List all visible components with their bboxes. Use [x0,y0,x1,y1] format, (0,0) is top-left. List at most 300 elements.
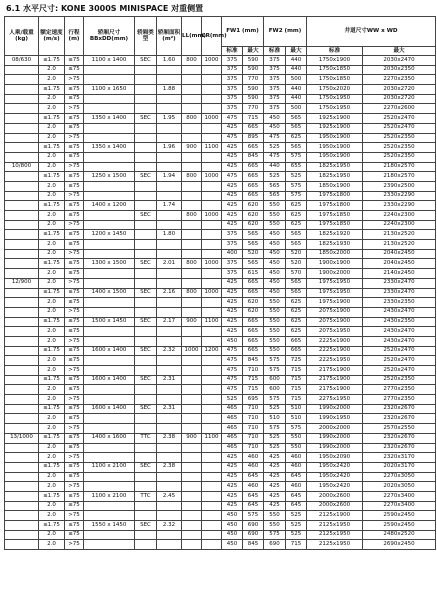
cell-lr [202,366,222,376]
table-row [5,317,436,327]
cell-fw2-std: 425 [264,501,286,511]
cell-lr [202,375,222,385]
table-row [5,278,436,288]
cell-shaft-std: 2175x1900 [307,375,363,385]
cell-fw1-max: 665 [243,288,264,298]
cell-travel: ≤75 [65,530,84,540]
cell-fw1-std: 375 [222,56,243,66]
cell-fw2-max: 625 [286,327,307,337]
cell-shaft-max: 2520x2350 [363,152,436,162]
cell-fw2-max: 565 [286,143,307,153]
cell-car-area [157,453,182,463]
cell-speed: ≤1.75 [39,56,65,66]
cell-lr [202,443,222,453]
cell-car-size: 1600 x 1400 [84,346,135,356]
cell-travel: ≤75 [65,443,84,453]
cell-car-area [157,366,182,376]
cell-fw1-std: 375 [222,75,243,85]
cell-fw1-std: 425 [222,327,243,337]
cell-fw1-std: 375 [222,269,243,279]
cell-shaft-std: 1825x1950 [307,162,363,172]
cell-fw1-std: 450 [222,530,243,540]
cell-fw1-max: 645 [243,472,264,482]
cell-fw1-std: 425 [222,317,243,327]
spec-table [4,16,436,550]
cell-travel: ≤75 [65,65,84,75]
cell-car-type [135,65,157,75]
cell-fw1-max: 845 [243,540,264,550]
cell-ll [182,424,202,434]
cell-car-type: SEC [135,259,157,269]
cell-car-size [84,133,135,143]
cell-car-area: 2.31 [157,375,182,385]
cell-car-size: 1550 x 1450 [84,521,135,531]
cell-fw2-max: 575 [286,181,307,191]
cell-shaft-max: 2130x2520 [363,240,436,250]
cell-fw2-std: 600 [264,375,286,385]
cell-fw1-std: 465 [222,443,243,453]
cell-car-type: SEC [135,317,157,327]
cell-speed: 2.0 [39,307,65,317]
cell-fw2-max: 715 [286,366,307,376]
cell-fw2-std: 550 [264,211,286,221]
table-body [5,56,436,550]
cell-ll [182,75,202,85]
cell-car-type [135,501,157,511]
cell-car-type [135,278,157,288]
cell-fw1-max: 665 [243,346,264,356]
cell-ll [182,220,202,230]
cell-fw1-std: 425 [222,453,243,463]
cell-car-area: 1.60 [157,56,182,66]
cell-car-area [157,269,182,279]
cell-shaft-max: 2520x2470 [363,366,436,376]
cell-shaft-std: 1975x1900 [307,298,363,308]
cell-fw1-std: 475 [222,172,243,182]
cell-car-area [157,298,182,308]
cell-travel: >75 [65,424,84,434]
cell-lr: 1100 [202,143,222,153]
cell-fw2-std: 475 [264,133,286,143]
table-row [5,336,436,346]
cell-fw1-max: 665 [243,336,264,346]
cell-fw2-max: 500 [286,75,307,85]
cell-speed: ≤1.75 [39,85,65,95]
cell-fw2-max: 460 [286,453,307,463]
cell-load: 12/900 [5,278,39,288]
header-max: 最大 [363,47,436,56]
cell-lr: 1000 [202,288,222,298]
cell-car-size [84,453,135,463]
cell-fw2-max: 575 [286,424,307,434]
cell-shaft-std: 1750x1850 [307,75,363,85]
cell-fw1-std: 475 [222,114,243,124]
cell-fw1-std: 425 [222,162,243,172]
cell-car-area [157,75,182,85]
cell-travel: >75 [65,336,84,346]
cell-fw2-std: 550 [264,521,286,531]
cell-fw2-std: 525 [264,172,286,182]
cell-load [5,201,39,211]
cell-fw1-max: 665 [243,162,264,172]
cell-car-size: 1400 x 1200 [84,201,135,211]
cell-car-type: SEC [135,56,157,66]
cell-shaft-std: 1975x1800 [307,201,363,211]
cell-shaft-std: 2000x2000 [307,424,363,434]
cell-car-type: SEC [135,404,157,414]
cell-fw2-std: 425 [264,472,286,482]
cell-fw2-std: 375 [264,56,286,66]
cell-car-size: 1250 x 1500 [84,172,135,182]
cell-speed: 2.0 [39,152,65,162]
cell-fw2-max: 625 [286,201,307,211]
cell-shaft-std: 2125x1900 [307,511,363,521]
cell-shaft-max: 2320x3170 [363,453,436,463]
cell-car-type [135,511,157,521]
cell-speed: 2.0 [39,94,65,104]
cell-shaft-std: 2000x2600 [307,501,363,511]
cell-speed: 2.0 [39,414,65,424]
cell-fw1-std: 450 [222,540,243,550]
cell-car-size [84,307,135,317]
cell-car-area [157,94,182,104]
cell-fw1-max: 590 [243,56,264,66]
cell-shaft-std: 1975x1800 [307,191,363,201]
cell-lr [202,65,222,75]
cell-shaft-std: 1950x2420 [307,462,363,472]
cell-fw2-std: 375 [264,104,286,114]
cell-fw2-std: 690 [264,540,286,550]
cell-lr [202,453,222,463]
cell-fw1-max: 710 [243,366,264,376]
cell-car-type [135,249,157,259]
cell-lr: 1000 [202,211,222,221]
cell-lr [202,530,222,540]
cell-fw2-std: 575 [264,356,286,366]
cell-travel: >75 [65,540,84,550]
cell-load [5,501,39,511]
cell-fw1-max: 715 [243,385,264,395]
cell-lr [202,307,222,317]
cell-shaft-max: 2520x2350 [363,375,436,385]
cell-lr [202,104,222,114]
table-row [5,230,436,240]
cell-fw1-max: 590 [243,94,264,104]
cell-travel: >75 [65,278,84,288]
cell-load [5,327,39,337]
cell-fw1-std: 475 [222,375,243,385]
cell-fw2-max: 520 [286,259,307,269]
cell-car-area: 2.45 [157,491,182,501]
cell-car-size: 1500 x 1450 [84,317,135,327]
cell-travel: ≤75 [65,472,84,482]
table-row [5,259,436,269]
cell-speed: 2.0 [39,298,65,308]
cell-fw1-max: 715 [243,114,264,124]
cell-shaft-std: 1990x2000 [307,433,363,443]
cell-load [5,491,39,501]
cell-ll: 800 [182,114,202,124]
cell-speed: 2.0 [39,75,65,85]
table-row [5,269,436,279]
cell-fw2-max: 520 [286,249,307,259]
cell-car-type [135,123,157,133]
table-row [5,375,436,385]
cell-speed: 2.0 [39,356,65,366]
table-row [5,424,436,434]
cell-car-type [135,133,157,143]
cell-fw1-std: 375 [222,230,243,240]
cell-shaft-max: 2520x2350 [363,133,436,143]
cell-shaft-max: 2330x2470 [363,288,436,298]
table-row [5,133,436,143]
cell-car-size: 1100 x 2100 [84,491,135,501]
cell-fw1-max: 710 [243,433,264,443]
cell-shaft-std: 1750x1900 [307,56,363,66]
cell-car-size [84,181,135,191]
cell-lr [202,404,222,414]
cell-lr [202,162,222,172]
cell-shaft-max: 2140x2450 [363,269,436,279]
table-row [5,123,436,133]
cell-fw2-std: 525 [264,404,286,414]
cell-shaft-std: 2075x1900 [307,307,363,317]
cell-speed: 2.0 [39,482,65,492]
cell-fw2-std: 550 [264,327,286,337]
cell-lr: 1000 [202,172,222,182]
cell-speed: ≤1.75 [39,375,65,385]
cell-lr [202,540,222,550]
cell-fw1-max: 620 [243,220,264,230]
cell-car-type [135,152,157,162]
cell-shaft-std: 1950x1900 [307,152,363,162]
cell-lr [202,230,222,240]
cell-fw1-max: 695 [243,395,264,405]
cell-lr [202,249,222,259]
cell-lr [202,220,222,230]
cell-car-area [157,327,182,337]
cell-ll [182,462,202,472]
cell-car-type [135,395,157,405]
cell-travel: ≤75 [65,181,84,191]
cell-fw2-max: 525 [286,172,307,182]
cell-shaft-max: 2520x2470 [363,114,436,124]
cell-fw2-max: 440 [286,56,307,66]
cell-shaft-max: 2270x3400 [363,491,436,501]
cell-ll [182,152,202,162]
cell-shaft-std: 1975x1950 [307,278,363,288]
cell-ll: 800 [182,56,202,66]
cell-ll [182,414,202,424]
cell-shaft-max: 2320x2670 [363,443,436,453]
cell-car-size: 1600 x 1400 [84,404,135,414]
table-row [5,85,436,95]
cell-fw2-max: 715 [286,385,307,395]
cell-load [5,94,39,104]
cell-fw2-max: 525 [286,521,307,531]
cell-lr [202,336,222,346]
cell-load [5,336,39,346]
cell-shaft-max: 2590x2450 [363,511,436,521]
cell-fw1-max: 565 [243,259,264,269]
cell-lr [202,201,222,211]
cell-fw1-max: 665 [243,327,264,337]
cell-fw1-std: 475 [222,133,243,143]
cell-car-area [157,414,182,424]
cell-fw1-max: 620 [243,201,264,211]
cell-fw1-max: 565 [243,240,264,250]
cell-fw1-max: 895 [243,133,264,143]
cell-car-area [157,104,182,114]
cell-car-size [84,482,135,492]
cell-fw2-max: 550 [286,433,307,443]
cell-car-type: SEC [135,521,157,531]
cell-lr [202,385,222,395]
cell-car-type [135,414,157,424]
cell-speed: 2.0 [39,211,65,221]
cell-fw2-std: 510 [264,414,286,424]
cell-fw2-std: 450 [264,114,286,124]
cell-speed: ≤1.75 [39,172,65,182]
cell-shaft-std: 1975x1850 [307,211,363,221]
cell-fw1-std: 375 [222,85,243,95]
cell-fw1-max: 615 [243,269,264,279]
cell-shaft-std: 1750x1850 [307,65,363,75]
cell-fw2-std: 575 [264,424,286,434]
cell-shaft-max: 2270x2350 [363,75,436,85]
cell-car-type [135,307,157,317]
cell-ll: 800 [182,288,202,298]
cell-lr: 1000 [202,259,222,269]
cell-car-type: TTC [135,433,157,443]
header-ll: LL(mm) [182,17,202,56]
table-row [5,65,436,75]
cell-shaft-std: 1975x1950 [307,288,363,298]
cell-car-type [135,230,157,240]
cell-shaft-max: 2040x2450 [363,249,436,259]
cell-travel: ≤75 [65,56,84,66]
cell-shaft-max: 2330x2290 [363,201,436,211]
cell-speed: ≤1.75 [39,404,65,414]
cell-fw2-std: 450 [264,230,286,240]
cell-travel: ≤75 [65,123,84,133]
cell-travel: >75 [65,482,84,492]
cell-shaft-std: 2000x2600 [307,491,363,501]
cell-lr [202,414,222,424]
cell-car-type [135,443,157,453]
table-row [5,356,436,366]
cell-car-area [157,123,182,133]
cell-car-type [135,85,157,95]
cell-ll [182,385,202,395]
table-row [5,152,436,162]
table-row [5,104,436,114]
cell-fw2-std: 475 [264,152,286,162]
cell-speed: ≤1.75 [39,230,65,240]
table-row [5,530,436,540]
cell-travel: >75 [65,249,84,259]
cell-travel: >75 [65,366,84,376]
cell-shaft-max: 2770x2350 [363,395,436,405]
cell-lr [202,152,222,162]
cell-fw2-std: 550 [264,317,286,327]
cell-ll [182,104,202,114]
cell-shaft-std: 1990x2000 [307,404,363,414]
cell-fw2-std: 450 [264,123,286,133]
cell-travel: ≤75 [65,433,84,443]
table-row [5,414,436,424]
cell-load: 10/800 [5,162,39,172]
cell-car-size [84,191,135,201]
cell-load [5,540,39,550]
cell-car-area [157,540,182,550]
cell-fw2-max: 565 [286,288,307,298]
cell-fw1-std: 375 [222,104,243,114]
cell-load [5,414,39,424]
cell-shaft-max: 2430x2470 [363,327,436,337]
cell-car-size [84,240,135,250]
cell-car-type [135,220,157,230]
cell-load [5,114,39,124]
cell-fw2-max: 525 [286,511,307,521]
cell-car-area: 2.16 [157,288,182,298]
cell-car-type: SEC [135,375,157,385]
cell-travel: ≤75 [65,259,84,269]
cell-car-type [135,94,157,104]
cell-ll: 1000 [182,346,202,356]
cell-car-size [84,104,135,114]
cell-speed: ≤1.75 [39,143,65,153]
cell-speed: 2.0 [39,220,65,230]
cell-fw1-std: 475 [222,366,243,376]
cell-load [5,220,39,230]
table-row [5,385,436,395]
cell-fw2-max: 715 [286,395,307,405]
cell-fw2-std: 565 [264,181,286,191]
cell-load [5,143,39,153]
cell-lr [202,133,222,143]
cell-lr [202,75,222,85]
cell-load [5,356,39,366]
cell-car-size [84,75,135,85]
cell-car-area: 1.94 [157,172,182,182]
cell-car-type [135,298,157,308]
cell-travel: ≤75 [65,491,84,501]
cell-car-area [157,307,182,317]
cell-car-area [157,511,182,521]
cell-fw1-std: 465 [222,414,243,424]
cell-fw1-std: 425 [222,462,243,472]
table-row [5,162,436,172]
cell-lr: 1000 [202,56,222,66]
cell-car-size: 1350 x 1400 [84,114,135,124]
cell-car-size [84,366,135,376]
cell-fw1-std: 425 [222,143,243,153]
cell-car-area: 1.88 [157,85,182,95]
cell-car-size: 1600 x 1400 [84,375,135,385]
cell-car-size [84,211,135,221]
cell-fw2-std: 375 [264,85,286,95]
cell-travel: >75 [65,220,84,230]
table-row [5,240,436,250]
cell-car-area: 1.74 [157,201,182,211]
cell-load [5,269,39,279]
cell-car-area [157,220,182,230]
table-row [5,346,436,356]
cell-shaft-max: 2430x2470 [363,307,436,317]
cell-shaft-std: 1990x2000 [307,443,363,453]
cell-ll [182,540,202,550]
